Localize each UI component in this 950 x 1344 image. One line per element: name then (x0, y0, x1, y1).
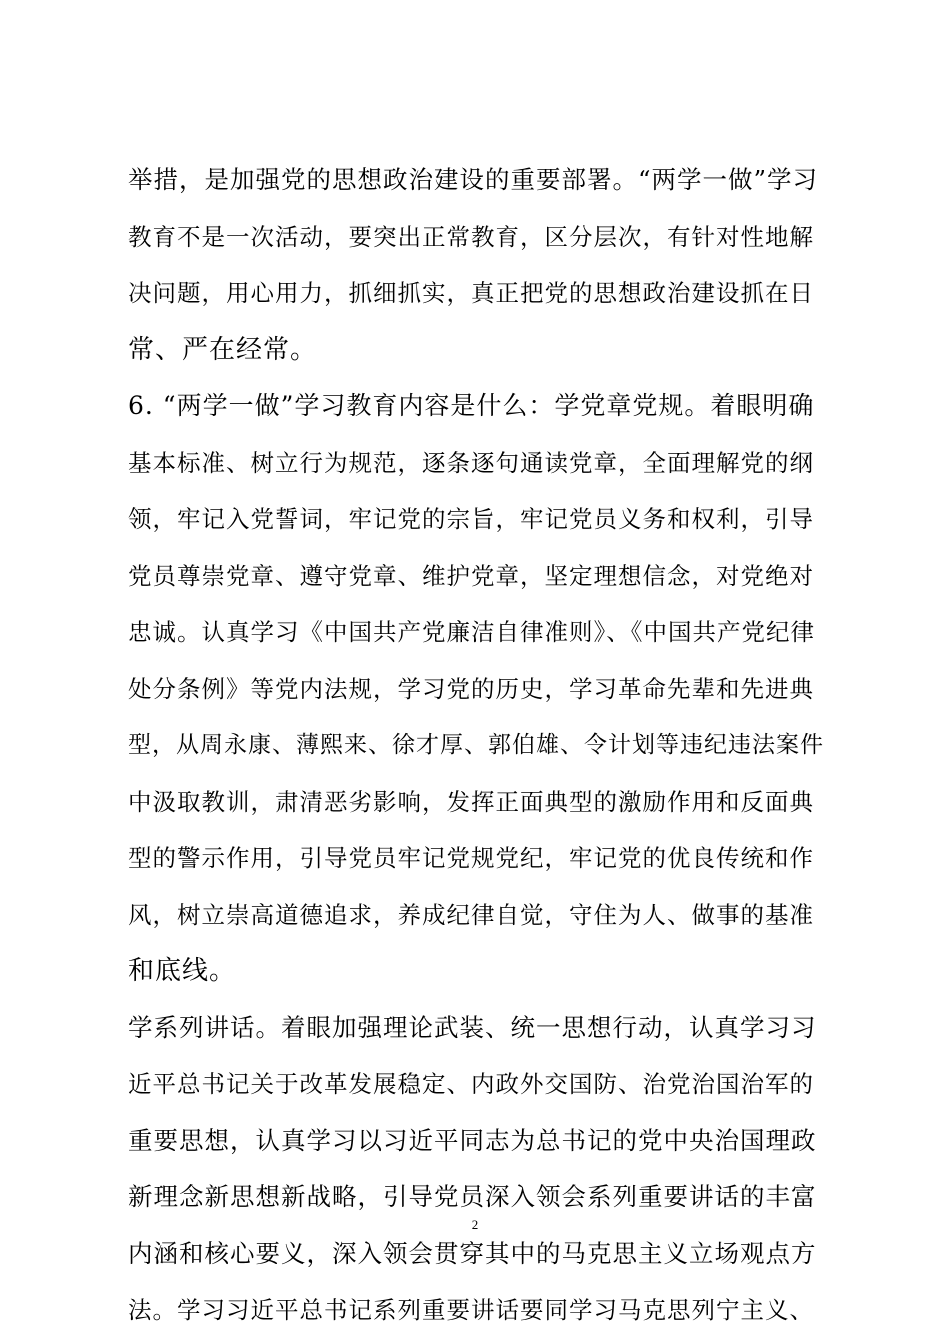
text-line: 6. “两学一做”学习教育内容是什么：学党章党规。着眼明确 (128, 391, 815, 420)
text-line: 和底线。 (128, 956, 237, 986)
text-line: 基本标准、树立行为规范，逐条逐句通读党章，全面理解党的纲 (128, 448, 814, 477)
text-line: 近平总书记关于改革发展稳定、内政外交国防、治党治国治军的 (128, 1070, 814, 1098)
text-line: 中汲取教训，肃清恶劣影响，发挥正面典型的激励作用和反面典 (128, 787, 814, 816)
text-line: 党员尊崇党章、遵守党章、维护党章，坚定理想信念，对党绝对 (128, 561, 814, 590)
text-line: 型，从周永康、薄熙来、徐才厚、郭伯雄、令计划等违纪违法案件 (128, 732, 824, 758)
text-line: 忠诚。认真学习《中国共产党廉洁自律准则》、《中国共产党纪律 (128, 618, 815, 646)
text-line: 处分条例》等党内法规，学习党的历史，学习革命先辈和先进典 (128, 674, 814, 703)
text-line: 重要思想，认真学习以习近平同志为总书记的党中央治国理政 (128, 1125, 817, 1155)
text-line: 法。学习习近平总书记系列重要讲话要同学习马克思列宁主义、 (128, 1296, 814, 1324)
text-line: 决问题，用心用力，抓细抓实，真正把党的思想政治建设抓在日 (128, 279, 814, 307)
text-line: 举措，是加强党的思想政治建设的重要部署。“两学一做”学习 (128, 165, 819, 194)
text-line: 内涵和核心要义，深入领会贯穿其中的马克思主义立场观点方 (128, 1238, 817, 1268)
document-body (128, 152, 824, 1339)
text-line: 风，树立崇高道德追求，养成纪律自觉，守住为人、做事的基准 (128, 900, 814, 929)
page-number: 2 (471, 1217, 479, 1232)
text-line: 型的警示作用，引导党员牢记党规党纪，牢记党的优良传统和作 (128, 844, 814, 872)
text-line: 常、严在经常。 (128, 334, 318, 365)
text-line: 新理念新思想新战略，引导党员深入领会系列重要讲话的丰富 (128, 1182, 817, 1211)
text-line: 学系列讲话。着眼加强理论武装、统一思想行动，认真学习习 (128, 1012, 817, 1042)
text-line: 教育不是一次活动，要突出正常教育，区分层次，有针对性地解 (128, 222, 814, 251)
text-line: 领，牢记入党誓词，牢记党的宗旨，牢记党员义务和权利，引导 (128, 505, 814, 533)
